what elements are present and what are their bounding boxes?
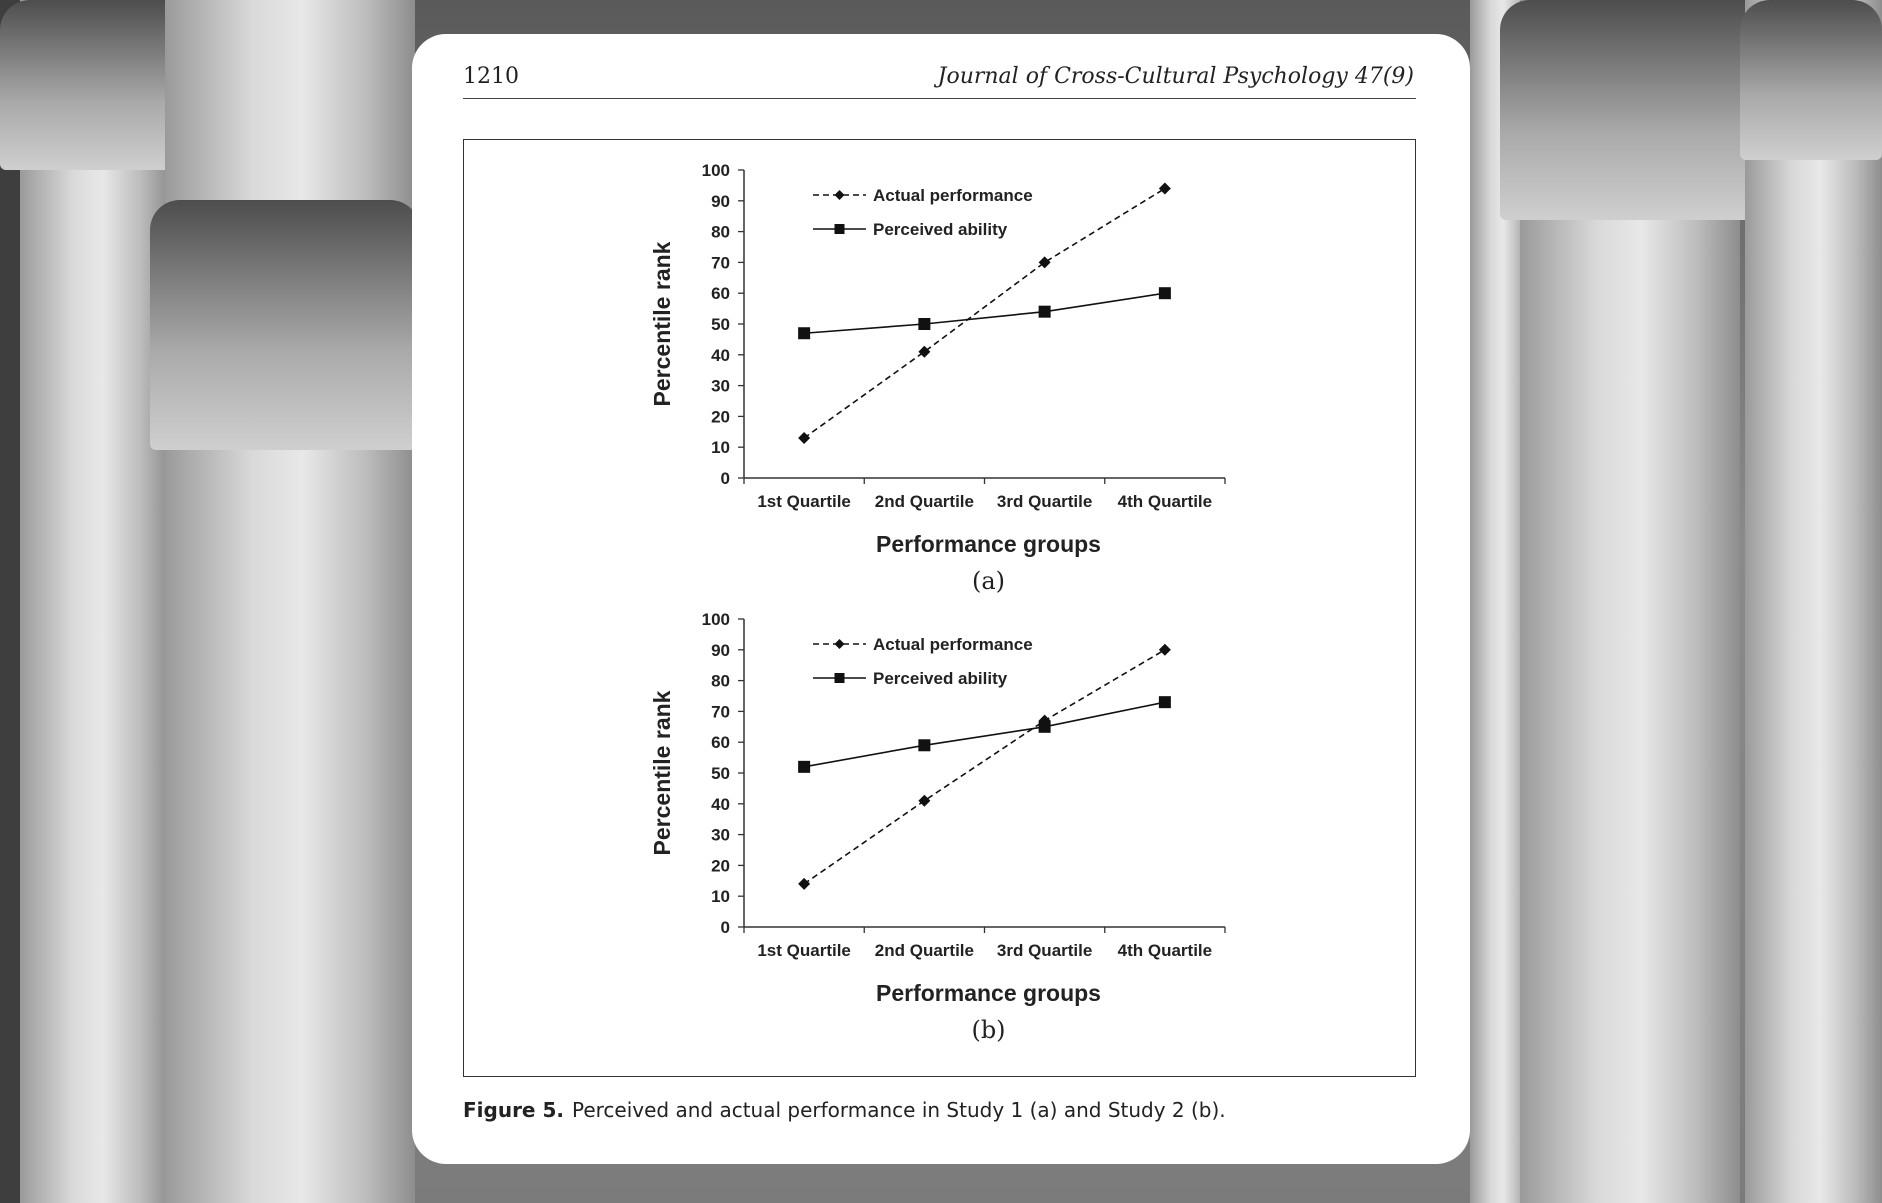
y-tick-label: 90 (711, 191, 730, 211)
x-tick-label: 2nd Quartile (874, 941, 974, 960)
y-tick-label: 40 (711, 345, 730, 365)
page-number: 1210 (463, 64, 519, 89)
x-axis-title: Performance groups (876, 980, 1101, 1006)
data-point-actual (1159, 644, 1171, 656)
y-tick-label: 80 (711, 222, 730, 242)
legend-marker (835, 190, 845, 200)
y-tick-label: 0 (720, 918, 730, 937)
y-tick-label: 30 (711, 376, 730, 396)
data-point-perceived (1039, 721, 1051, 733)
legend-label: Actual performance (873, 635, 1033, 654)
y-tick-label: 10 (711, 438, 730, 458)
y-tick-label: 30 (711, 825, 730, 845)
y-tick-label: 90 (711, 640, 730, 660)
y-tick-label: 10 (711, 887, 730, 907)
y-tick-label: 100 (701, 161, 730, 180)
legend-label: Perceived ability (873, 669, 1008, 688)
data-point-perceived (918, 318, 930, 330)
data-point-actual (798, 432, 810, 444)
x-tick-label: 4th Quartile (1117, 492, 1213, 511)
series-line-perceived-ability (804, 293, 1165, 333)
y-tick-label: 60 (711, 733, 730, 753)
panel-label: (b) (971, 1016, 1006, 1044)
x-tick-label: 3rd Quartile (996, 492, 1093, 511)
legend-label: Actual performance (873, 186, 1033, 205)
y-tick-label: 50 (711, 764, 730, 783)
x-tick-label: 3rd Quartile (996, 941, 1093, 960)
data-point-perceived (1039, 306, 1051, 318)
data-point-perceived (1159, 696, 1171, 708)
data-point-actual (798, 878, 810, 890)
series-line-perceived-ability (804, 702, 1165, 767)
caption-text: Perceived and actual performance in Study 1 (a) and Study 2 (b). (571, 1098, 1226, 1122)
y-tick-label: 20 (711, 856, 730, 876)
data-point-actual (918, 346, 930, 358)
data-point-actual (1159, 182, 1171, 194)
y-tick-label: 80 (711, 671, 730, 691)
y-axis-title: Percentile rank (649, 241, 675, 407)
y-tick-label: 0 (720, 469, 730, 488)
data-point-perceived (798, 761, 810, 773)
x-tick-label: 2nd Quartile (874, 492, 974, 511)
x-axis-title: Performance groups (876, 531, 1101, 557)
data-point-perceived (1159, 287, 1171, 299)
data-point-actual (918, 795, 930, 807)
journal-title: Journal of Cross-Cultural Psychology 47(9) (937, 64, 1414, 89)
figure-caption (463, 1098, 1226, 1122)
data-point-actual (1039, 256, 1051, 268)
data-point-perceived (918, 739, 930, 751)
x-tick-label: 4th Quartile (1117, 941, 1213, 960)
y-tick-label: 70 (711, 702, 730, 722)
y-axis-title: Percentile rank (649, 690, 675, 856)
y-tick-label: 20 (711, 407, 730, 427)
legend-label: Perceived ability (873, 220, 1008, 239)
x-tick-label: 1st Quartile (757, 941, 851, 960)
panel-label: (a) (971, 567, 1006, 595)
y-tick-label: 100 (701, 610, 730, 629)
y-tick-label: 60 (711, 284, 730, 304)
data-point-perceived (798, 327, 810, 339)
y-tick-label: 40 (711, 794, 730, 814)
legend-marker (835, 673, 845, 683)
y-tick-label: 70 (711, 253, 730, 273)
legend-marker (835, 224, 845, 234)
y-tick-label: 50 (711, 315, 730, 334)
x-tick-label: 1st Quartile (757, 492, 851, 511)
legend-marker (835, 639, 845, 649)
figure-label: Figure 5. (463, 1098, 564, 1122)
